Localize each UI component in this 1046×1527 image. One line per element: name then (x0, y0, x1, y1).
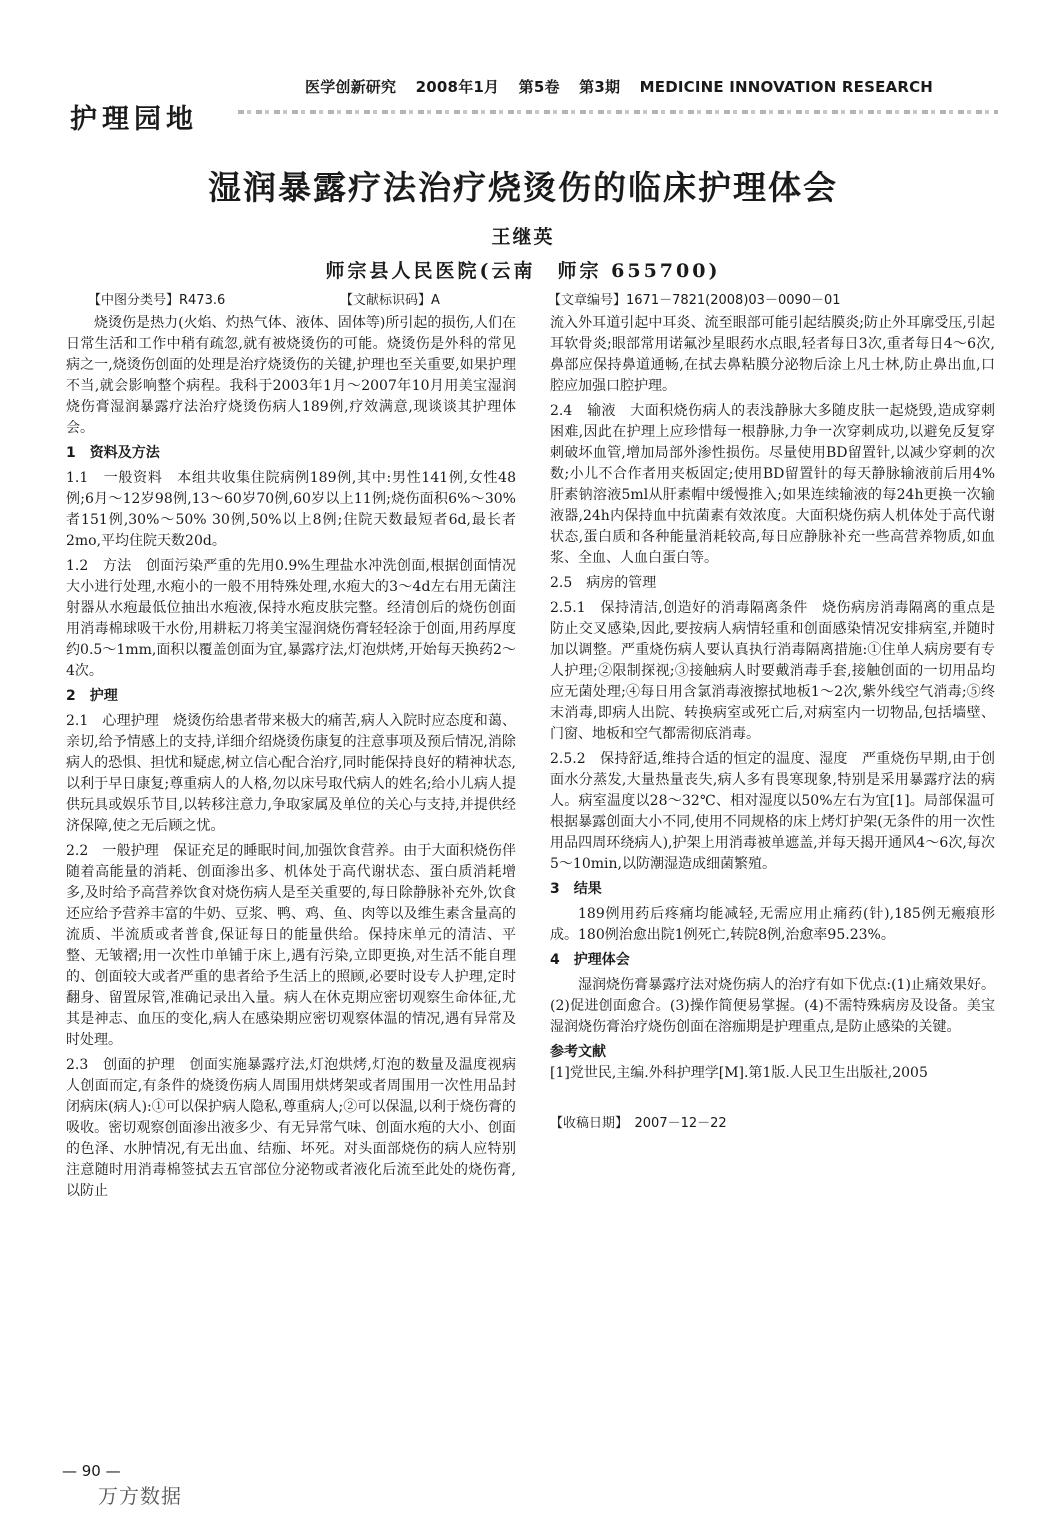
paragraph: 烧烫伤是热力(火焰、灼热气体、液体、固体等)所引起的损伤,人们在日常生活和工作中稍有疏忽,就有被烧烫伤的可能。烧烫伤是外科的常见病之一,烧烫伤创面的处理是治疗烧烫伤的关键,护理也至关重要,如果护理不当,就会影响整个病程。我科于2003年1月～2007年10月用美宝湿润烧伤膏湿润暴露疗法治疗烧烫伤病人189例,疗效满意,现谈谈其护理体会。 (66, 315, 516, 436)
journal-name-cn: 医学创新研究 (305, 78, 397, 96)
section-heading: 4 护理体会 (550, 952, 630, 968)
paragraph: 189例用药后疼痛均能减轻,无需应用止痛药(针),185例无瘢痕形成。180例治愈出院1例死亡,转院8例,治愈率95.23%。 (550, 906, 995, 943)
paragraph: 2.5 病房的管理 (550, 575, 657, 591)
section-tag: 护理园地 (70, 104, 198, 135)
paragraph: 流入外耳道引起中耳炎、流至眼部可能引起结膜炎;防止外耳廓受压,引起耳软骨炎;眼部常用诺氟沙星眼药水点眼,轻者每日3次,重者每日4～6次,鼻部应保持鼻道通畅,在拭去鼻粘膜分泌物后涂上凡士林,防止鼻出血,口腔应加强口腔护理。 (550, 315, 995, 394)
journal-header (305, 76, 945, 97)
paragraph: 2.5.1 保持清洁,创造好的消毒隔离条件 烧伤病房消毒隔离的重点是防止交叉感染,因此,要按病人病情轻重和创面感染情况安排病室,并随时加以调整。严重烧伤病人要认真执行消毒隔离措施:①住单人病房要有专人护理;②限制探视;③接触病人时要戴消毒手套,接触创面的一切用品均应无菌处理;④每日用含氯消毒液擦拭地板1～2次,紫外线空气消毒;⑤终末消毒,即病人出院、转换病室或死亡后,对病室内一切物品,包括墙壁、门窗、地板和空气都需彻底消毒。 (550, 600, 995, 742)
issue-date: 2008年1月 (415, 78, 500, 96)
header-rule (238, 110, 998, 114)
document-code: 【文献标识码】A (340, 293, 440, 308)
paragraph: 2.2 一般护理 保证充足的睡眠时间,加强饮食营养。由于大面积烧伤伴随着高能量的消耗、创面渗出多、机体处于高代谢状态、蛋白质消耗增多,及时给予高营养饮食对烧伤病人是至关重要的,每日除静脉补充外,饮食还应给予营养丰富的牛奶、豆浆、鸭、鸡、鱼、肉等以及维生素含量高的流质、半流质或者普食,保证每日的能量供给。保持床单元的清洁、平整、无皱褶;用一次性巾单铺于床上,遇有污染,立即更换,对生活不能自理的、创面较大或者严重的患者给予生活上的照顾,必要时设专人护理,定时翻身、留置尿管,准确记录出入量。病人在休克期应密切观察生命体征,尤其是神志、血压的变化,病人在感染期应密切观察体温的情况,遇有异常及时处理。 (66, 843, 516, 1048)
section-heading: 2 护理 (66, 688, 118, 704)
article-title: 湿润暴露疗法治疗烧烫伤的临床护理体会 (208, 168, 838, 207)
paragraph: 1.1 一般资料 本组共收集住院病例189例,其中:男性141例,女性48例;6月～12岁98例,13～60岁70例,60岁以上11例;烧伤面积6%～30%者151例,30%～50% 30例,50%以上8例;住院天数最短者6d,最长者2mo,平均住院天数20d。 (66, 470, 516, 549)
section-heading: 1 资料及方法 (66, 445, 160, 461)
page-number: — 90 — (62, 1462, 121, 1480)
issue-number: 第3期 (579, 78, 621, 96)
right-column (550, 313, 995, 1134)
paragraph: 湿润烧伤膏暴露疗法对烧伤病人的治疗有如下优点:(1)止痛效果好。(2)促进创面愈合。(3)操作简便易掌握。(4)不需特殊病房及设备。美宝湿润烧伤膏治疗烧伤创面在溶痂期是护理重点,是防止感染的关键。 (550, 977, 995, 1035)
paragraph: 1.2 方法 创面污染严重的先用0.9%生理盐水冲洗创面,根据创面情况大小进行处理,水疱小的一般不用特殊处理,水疱大的3～4d左右用无菌注射器从水疱最低位抽出水疱液,保持水疱皮肤完整。经清创后的烧伤创面用消毒棉球吸干水份,用耕耘刀将美宝湿润烧伤膏轻轻涂于创面,用药厚度约0.5～1mm,面积以覆盖创面为宜,暴露疗法,灯泡烘烤,开始每天换药2～4次。 (66, 558, 516, 679)
references-heading: 参考文献 (550, 1044, 606, 1060)
journal-name-en: MEDICINE INNOVATION RESEARCH (639, 78, 934, 96)
reference-item: [1]党世民,主编.外科护理学[M].第1版.人民卫生出版社,2005 (550, 1065, 928, 1081)
left-column (66, 313, 516, 1206)
received-date: 【收稿日期】 2007－12－22 (550, 1116, 727, 1131)
paragraph: 2.5.2 保持舒适,维持合适的恒定的温度、湿度 严重烧伤早期,由于创面水分蒸发,大量热量丧失,病人多有畏寒现象,特别是采用暴露疗法的病人。病室温度以28～32℃、相对湿度以50%左右为宜[1]。局部保温可根据暴露创面大小不同,使用不同规格的床上烤灯护架(无条件的用一次性用品四周环绕病人),护架上用消毒被单遮盖,并每天揭开通风4～6次,每次5～10min,以防潮湿造成细菌繁殖。 (550, 751, 995, 872)
volume: 第5卷 (518, 78, 560, 96)
clc-code: 【中图分类号】R473.6 (88, 293, 226, 308)
paragraph: 2.3 创面的护理 创面实施暴露疗法,灯泡烘烤,灯泡的数量及温度视病人创面而定,有条件的烧烫伤病人周围用烘烤架或者周围用一次性用品封闭病床(病人):①可以保护病人隐私,尊重病人;②可以保温,以利于烧伤膏的吸收。密切观察创面渗出液多少、有无异常气味、创面水疱的大小、创面的色泽、水肿情况,有无出血、结痂、坏死。对头面部烧伤的病人应特别注意随时用消毒棉签拭去五官部位分泌物或者液化后流至此处的烧伤膏,以防止 (66, 1057, 516, 1199)
affiliation: 师宗县人民医院(云南 师宗 655700) (325, 260, 721, 282)
section-heading: 3 结果 (550, 881, 602, 897)
article-number: 【文章编号】1671－7821(2008)03－0090－01 (548, 293, 841, 308)
paragraph: 2.1 心理护理 烧烫伤给患者带来极大的痛苦,病人入院时应态度和蔼、亲切,给予情感上的支持,详细介绍烧烫伤康复的注意事项及预后情况,消除病人的恐惧、担忧和疑虑,树立信心配合治疗,同时能保持良好的精神状态,以利于早日康复;尊重病人的人格,勿以床号取代病人的姓名;给小儿病人提供玩具或娱乐节目,以转移注意力,争取家属及单位的关心与支持,并提供经济保障,使之无后顾之忧。 (66, 713, 516, 834)
paragraph: 2.4 输液 大面积烧伤病人的表浅静脉大多随皮肤一起烧毁,造成穿刺困难,因此在护理上应珍惜每一根静脉,力争一次穿刺成功,以避免反复穿刺破坏血管,增加局部外渗性损伤。尽量使用BD留置针,以减少穿刺的次数;小儿不合作者用夹板固定;使用BD留置针的每天静脉输液前后用4%肝素钠溶液5ml从肝素帽中缓慢推入;如果连续输液的每24h更换一次输液器,24h内保持血中抗菌素有效浓度。大面积烧伤病人机体处于高代谢状态,蛋白质和各种能量消耗较高,每日应静脉补充一些高营养物质,如血浆、全血、人血白蛋白等。 (550, 403, 995, 566)
author: 王继英 (491, 226, 555, 248)
watermark: 万方数据 (98, 1484, 182, 1508)
